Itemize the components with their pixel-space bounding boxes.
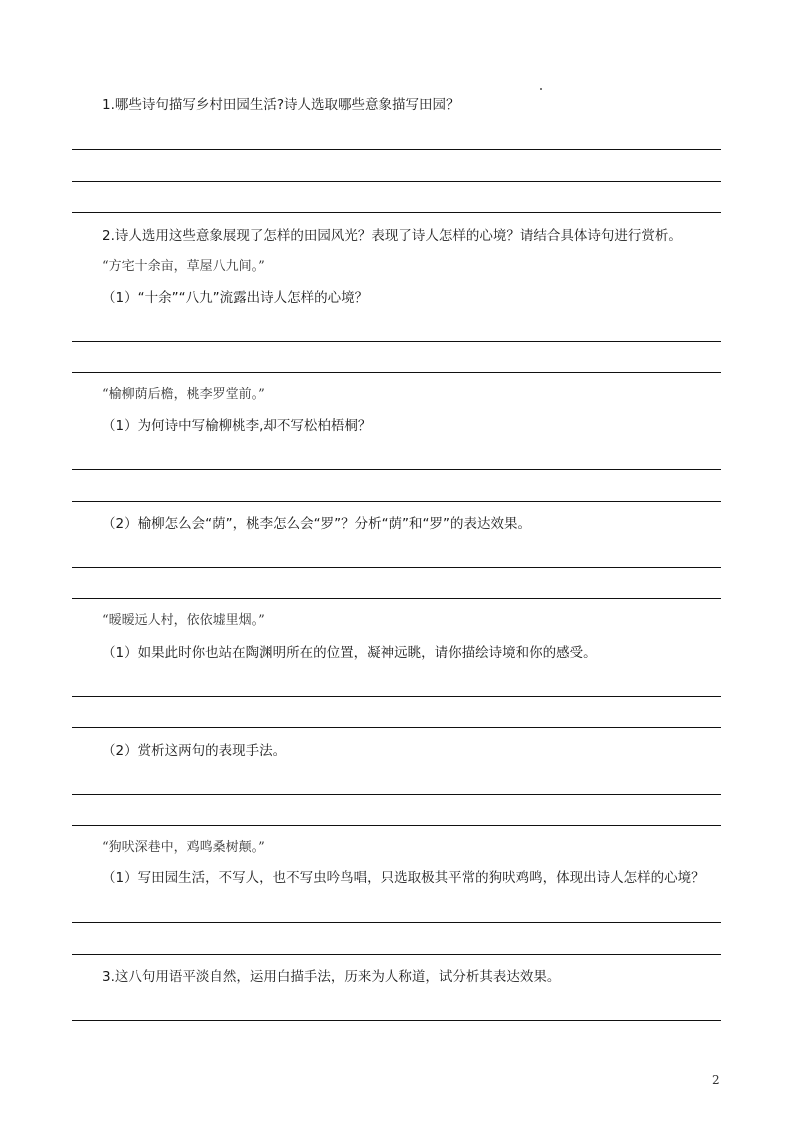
sub-question: （1）写田园生活，不写人，也不写虫吟鸟唱，只选取极其平常的狗吠鸡鸣，体现出诗人怎样的心境？ (102, 870, 705, 886)
question-3: 3.这八句用语平淡自然，运用白描手法，历来为人称道，试分析其表达效果。 (102, 969, 561, 985)
answer-line[interactable] (72, 922, 721, 923)
poem-quote: “榆柳荫后檐，桃李罗堂前。” (102, 387, 265, 402)
answer-line[interactable] (72, 501, 721, 502)
answer-line[interactable] (72, 149, 721, 150)
answer-line[interactable] (72, 598, 721, 599)
poem-quote: “方宅十余亩，草屋八九间。” (102, 259, 265, 274)
answer-line[interactable] (72, 181, 721, 182)
question-2: 2.诗人选用这些意象展现了怎样的田园风光？表现了诗人怎样的心境？请结合具体诗句进行赏析。 (102, 228, 682, 244)
answer-line[interactable] (72, 1020, 721, 1021)
sub-question: （2）赏析这两句的表现手法。 (102, 743, 287, 759)
page-number: 2 (712, 1073, 720, 1087)
answer-line[interactable] (72, 567, 721, 568)
poem-quote: “狗吠深巷中，鸡鸣桑树颠。” (102, 840, 265, 855)
answer-line[interactable] (72, 954, 721, 955)
answer-line[interactable] (72, 469, 721, 470)
answer-line[interactable] (72, 372, 721, 373)
sub-question: （1）如果此时你也站在陶渊明所在的位置，凝神远眺，请你描绘诗境和你的感受。 (102, 645, 597, 661)
answer-line[interactable] (72, 727, 721, 728)
answer-line[interactable] (72, 212, 721, 213)
poem-quote: “暧暧远人村，依依墟里烟。” (102, 613, 265, 628)
sub-question: （2）榆柳怎么会“荫”，桃李怎么会“罗”？分析“荫”和“罗”的表达效果。 (102, 516, 532, 532)
sub-question: （1）“十余”“八九”流露出诗人怎样的心境？ (102, 290, 369, 306)
answer-line[interactable] (72, 341, 721, 342)
sub-question: （1）为何诗中写榆柳桃李,却不写松柏梧桐？ (102, 418, 372, 434)
answer-line[interactable] (72, 825, 721, 826)
question-1: 1.哪些诗句描写乡村田园生活?诗人选取哪些意象描写田园？ (102, 97, 460, 113)
stray-dot (540, 88, 542, 90)
answer-line[interactable] (72, 794, 721, 795)
answer-line[interactable] (72, 696, 721, 697)
